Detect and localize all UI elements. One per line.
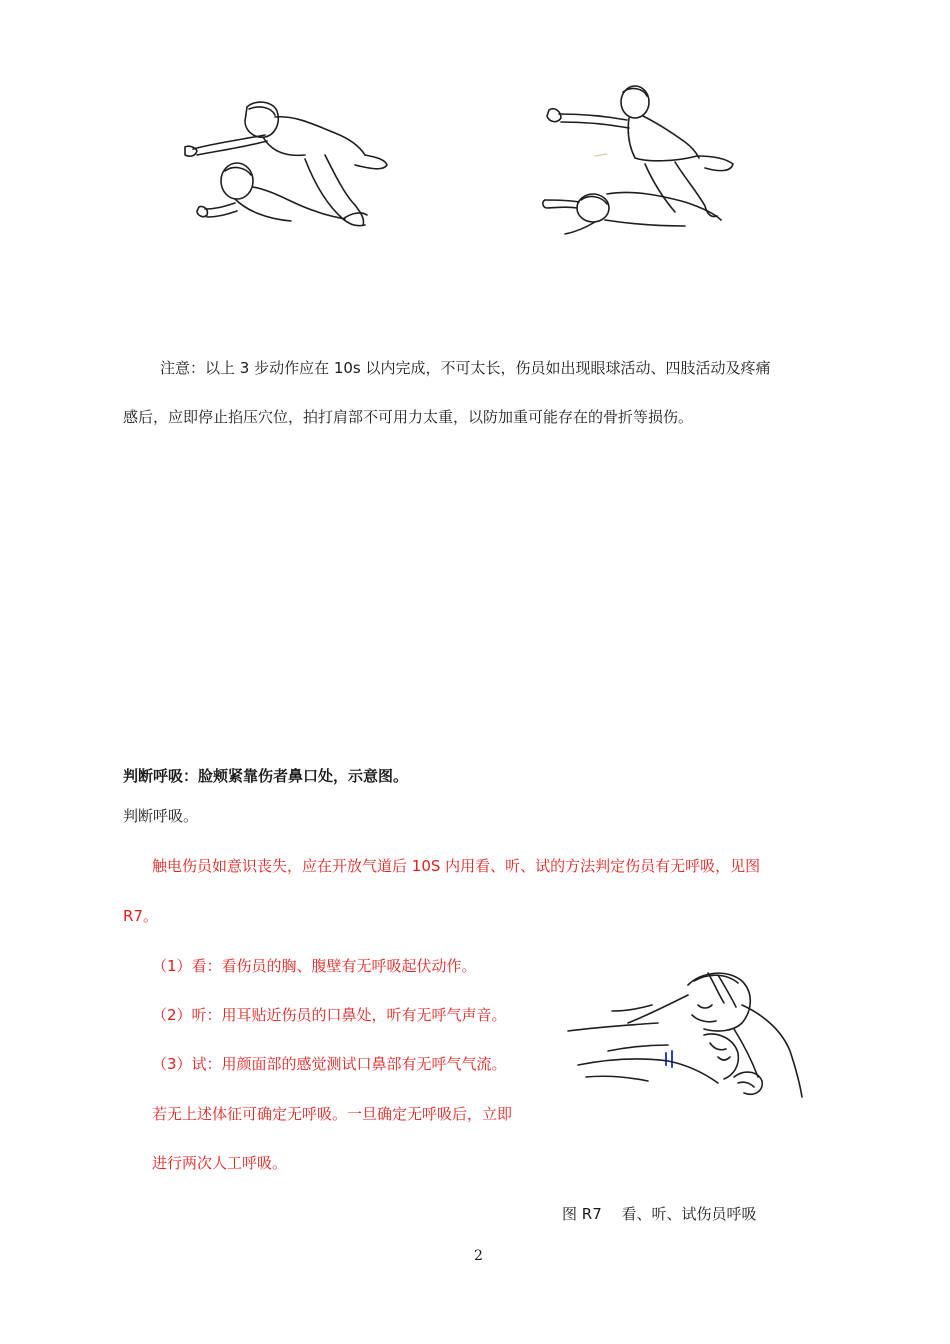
section-heading: 判断呼吸：脸颊紧靠伤者鼻口处，示意图。 [123, 767, 409, 785]
list-item-look: （1）看：看伤员的胸、腹壁有无呼吸起伏动作。 [152, 957, 477, 975]
conclusion-line-2: 进行两次人工呼吸。 [152, 1154, 288, 1172]
paragraph-line-1: 触电伤员如意识丧失，应在开放气道后 10S 内用看、听、试的方法判定伤员有无呼吸，见图 [152, 857, 761, 875]
paragraph-line-2: R7。 [123, 907, 158, 925]
rescuer-turning-patient-illustration [175, 95, 395, 230]
listening-for-breath-illustration [568, 965, 808, 1100]
note-line-2: 感后，应即停止掐压穴位，拍打肩部不可用力太重，以防加重可能存在的骨折等损伤。 [123, 408, 694, 426]
figure-caption: 图 R7 看、听、试伤员呼吸 [562, 1205, 757, 1223]
conclusion-line-1: 若无上述体征可确定无呼吸。一旦确定无呼吸后，立即 [152, 1105, 513, 1123]
rescuer-kneeling-over-patient-illustration [535, 82, 750, 242]
list-item-listen: （2）听：用耳贴近伤员的口鼻处，听有无呼气声音。 [152, 1006, 507, 1024]
section-subheading: 判断呼吸。 [123, 807, 199, 825]
list-item-feel: （3）试：用颜面部的感觉测试口鼻部有无呼气气流。 [152, 1055, 507, 1073]
note-line-1: 注意：以上 3 步动作应在 10s 以内完成，不可太长，伤员如出现眼球活动、四肢活动及疼痛 [160, 359, 771, 377]
page-number: 2 [474, 1248, 483, 1264]
